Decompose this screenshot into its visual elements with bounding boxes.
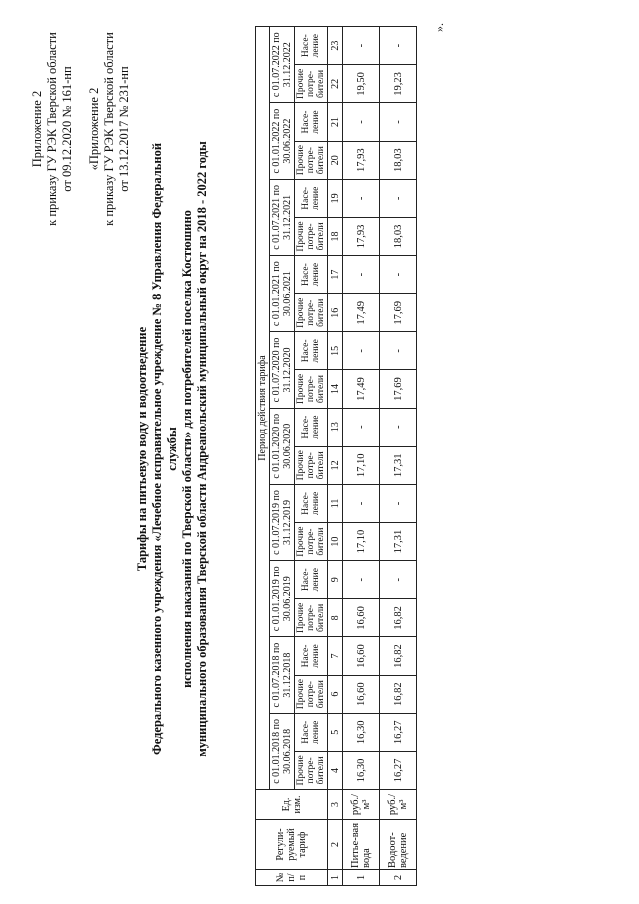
- tariff-value-cell: 17,69: [380, 294, 417, 332]
- row-number-cell: 2: [380, 870, 417, 886]
- row-number-cell: 1: [343, 870, 380, 886]
- column-number-cell: 23: [328, 27, 343, 65]
- column-number-cell: 4: [328, 751, 343, 789]
- column-number-cell: 16: [328, 294, 343, 332]
- tariff-value-cell: 17,49: [343, 370, 380, 408]
- header-row-consumers: [295, 27, 328, 886]
- column-number-cell: 14: [328, 370, 343, 408]
- header-num: № п/п: [256, 870, 328, 886]
- column-number-cell: 9: [328, 561, 343, 599]
- consumer-other-cell: Прочие потре-бители: [295, 599, 328, 637]
- appendix-line: к приказу ГУ РЭК Тверской области: [102, 32, 116, 226]
- tariff-value-cell: -: [343, 332, 380, 370]
- tariff-value-cell: -: [343, 27, 380, 65]
- header-row-period: [256, 27, 270, 886]
- table-row: [380, 27, 417, 886]
- appendix-line: к приказу ГУ РЭК Тверской области: [45, 32, 59, 226]
- tariff-value-cell: 17,93: [343, 217, 380, 255]
- tariff-value-cell: 16,30: [343, 751, 380, 789]
- closing-quote: ».: [432, 23, 446, 32]
- tariff-value-cell: 17,49: [343, 294, 380, 332]
- tariff-value-cell: 17,31: [380, 523, 417, 561]
- consumer-other-cell: Прочие потре-бители: [295, 294, 328, 332]
- consumer-other-cell: Прочие потре-бители: [295, 523, 328, 561]
- column-number-cell: 20: [328, 141, 343, 179]
- tariff-value-cell: 16,82: [380, 599, 417, 637]
- column-number-cell: 10: [328, 523, 343, 561]
- tariff-value-cell: 18,03: [380, 141, 417, 179]
- tariff-value-cell: -: [343, 408, 380, 446]
- tariff-value-cell: 19,23: [380, 65, 417, 103]
- consumer-other-cell: Прочие потре-бители: [295, 141, 328, 179]
- consumer-other-cell: Прочие потре-бители: [295, 675, 328, 713]
- tariff-value-cell: -: [380, 179, 417, 217]
- appendix-line: от 09.12.2020 № 161-нп: [60, 66, 74, 192]
- tariff-table: [255, 26, 417, 886]
- tariff-value-cell: -: [380, 408, 417, 446]
- header-period: Период действия тарифа: [256, 27, 270, 790]
- tariff-value-cell: -: [380, 561, 417, 599]
- consumer-population-cell: Насе-ление: [295, 561, 328, 599]
- column-number-cell: 8: [328, 599, 343, 637]
- consumer-other-cell: Прочие потре-бители: [295, 217, 328, 255]
- column-number-cell: 3: [328, 790, 343, 820]
- consumer-other-cell: Прочие потре-бители: [295, 370, 328, 408]
- period-cell: с 01.01.2022 по 30.06.2022: [270, 103, 295, 179]
- row-tariff-name-cell: Водоот-ведение: [380, 820, 417, 870]
- title-line: Федерального казенного учреждения «Лечебное исправительное учреждение № 8 Управления Федеральной службы: [150, 142, 179, 756]
- tariff-value-cell: 16,60: [343, 599, 380, 637]
- title-line: муниципального образования Тверской области Андреапольский муниципальный округ на 2018 - 2022 годы: [195, 141, 209, 757]
- column-number-cell: 6: [328, 675, 343, 713]
- title-line: исполнения наказаний по Тверской области» для потребителей поселка Костюшино: [180, 210, 194, 688]
- consumer-other-cell: Прочие потре-бители: [295, 65, 328, 103]
- row-unit-cell: руб./м³: [343, 790, 380, 820]
- appendix-line: «Приложение 2: [87, 87, 101, 171]
- header-row-column-numbers: [328, 27, 343, 886]
- appendix-reference-new: [30, 14, 75, 244]
- period-cell: с 01.01.2019 по 30.06.2019: [270, 561, 295, 637]
- consumer-population-cell: Насе-ление: [295, 256, 328, 294]
- column-number-cell: 7: [328, 637, 343, 675]
- period-cell: с 01.01.2020 по 30.06.2020: [270, 408, 295, 484]
- consumer-population-cell: Насе-ление: [295, 484, 328, 522]
- tariff-value-cell: -: [343, 103, 380, 141]
- tariff-value-cell: -: [380, 484, 417, 522]
- column-number-cell: 11: [328, 484, 343, 522]
- column-number-cell: 15: [328, 332, 343, 370]
- tariff-value-cell: -: [380, 103, 417, 141]
- column-number-cell: 13: [328, 408, 343, 446]
- consumer-population-cell: Насе-ление: [295, 713, 328, 751]
- title-line: Тарифы на питьевую воду и водоотведение: [135, 326, 149, 572]
- period-cell: с 01.01.2018 по 30.06.2018: [270, 713, 295, 789]
- tariff-value-cell: 16,82: [380, 637, 417, 675]
- consumer-population-cell: Насе-ление: [295, 179, 328, 217]
- consumer-population-cell: Насе-ление: [295, 332, 328, 370]
- period-cell: с 01.07.2021 по 31.12.2021: [270, 179, 295, 255]
- tariff-value-cell: 17,31: [380, 446, 417, 484]
- consumer-other-cell: Прочие потре-бители: [295, 446, 328, 484]
- tariff-value-cell: 16,60: [343, 637, 380, 675]
- tariff-value-cell: -: [343, 179, 380, 217]
- tariff-value-cell: 17,10: [343, 523, 380, 561]
- row-tariff-name-cell: Питье-вая вода: [343, 820, 380, 870]
- period-cell: с 01.01.2021 по 30.06.2021: [270, 256, 295, 332]
- column-number-cell: 2: [328, 820, 343, 870]
- appendix-reference-old: [87, 14, 132, 244]
- column-number-cell: 22: [328, 65, 343, 103]
- tariff-value-cell: 16,30: [343, 713, 380, 751]
- tariff-value-cell: 17,10: [343, 446, 380, 484]
- tariff-value-cell: 16,82: [380, 675, 417, 713]
- column-number-cell: 18: [328, 217, 343, 255]
- tariff-value-cell: 17,93: [343, 141, 380, 179]
- tariff-value-cell: 16,60: [343, 675, 380, 713]
- table-row: [343, 27, 380, 886]
- tariff-value-cell: 16,27: [380, 751, 417, 789]
- tariff-value-cell: 18,03: [380, 217, 417, 255]
- consumer-population-cell: Насе-ление: [295, 103, 328, 141]
- header-tariff: Регули-руемый тариф: [256, 820, 328, 870]
- tariff-value-cell: 17,69: [380, 370, 417, 408]
- column-number-cell: 12: [328, 446, 343, 484]
- column-number-cell: 5: [328, 713, 343, 751]
- tariff-value-cell: -: [380, 256, 417, 294]
- header-row-dates: [270, 27, 295, 886]
- consumer-other-cell: Прочие потре-бители: [295, 751, 328, 789]
- consumer-population-cell: Насе-ление: [295, 637, 328, 675]
- tariff-value-cell: -: [343, 256, 380, 294]
- tariff-value-cell: -: [380, 332, 417, 370]
- tariff-value-cell: -: [343, 484, 380, 522]
- column-number-cell: 21: [328, 103, 343, 141]
- column-number-cell: 1: [328, 870, 343, 886]
- header-unit: Ед. изм.: [256, 790, 328, 820]
- document-title: [135, 124, 210, 774]
- period-cell: с 01.07.2019 по 31.12.2019: [270, 484, 295, 560]
- tariff-value-cell: -: [380, 27, 417, 65]
- consumer-population-cell: Насе-ление: [295, 27, 328, 65]
- period-cell: с 01.07.2018 по 31.12.2018: [270, 637, 295, 713]
- column-number-cell: 17: [328, 256, 343, 294]
- row-unit-cell: руб./м³: [380, 790, 417, 820]
- tariff-value-cell: 16,27: [380, 713, 417, 751]
- tariff-value-cell: -: [343, 561, 380, 599]
- appendix-line: от 13.12.2017 № 231-нп: [117, 66, 131, 192]
- period-cell: с 01.07.2022 по 31.12.2022: [270, 27, 295, 103]
- appendix-line: Приложение 2: [30, 90, 44, 168]
- tariff-value-cell: 19,50: [343, 65, 380, 103]
- consumer-population-cell: Насе-ление: [295, 408, 328, 446]
- period-cell: с 01.07.2020 по 31.12.2020: [270, 332, 295, 408]
- column-number-cell: 19: [328, 179, 343, 217]
